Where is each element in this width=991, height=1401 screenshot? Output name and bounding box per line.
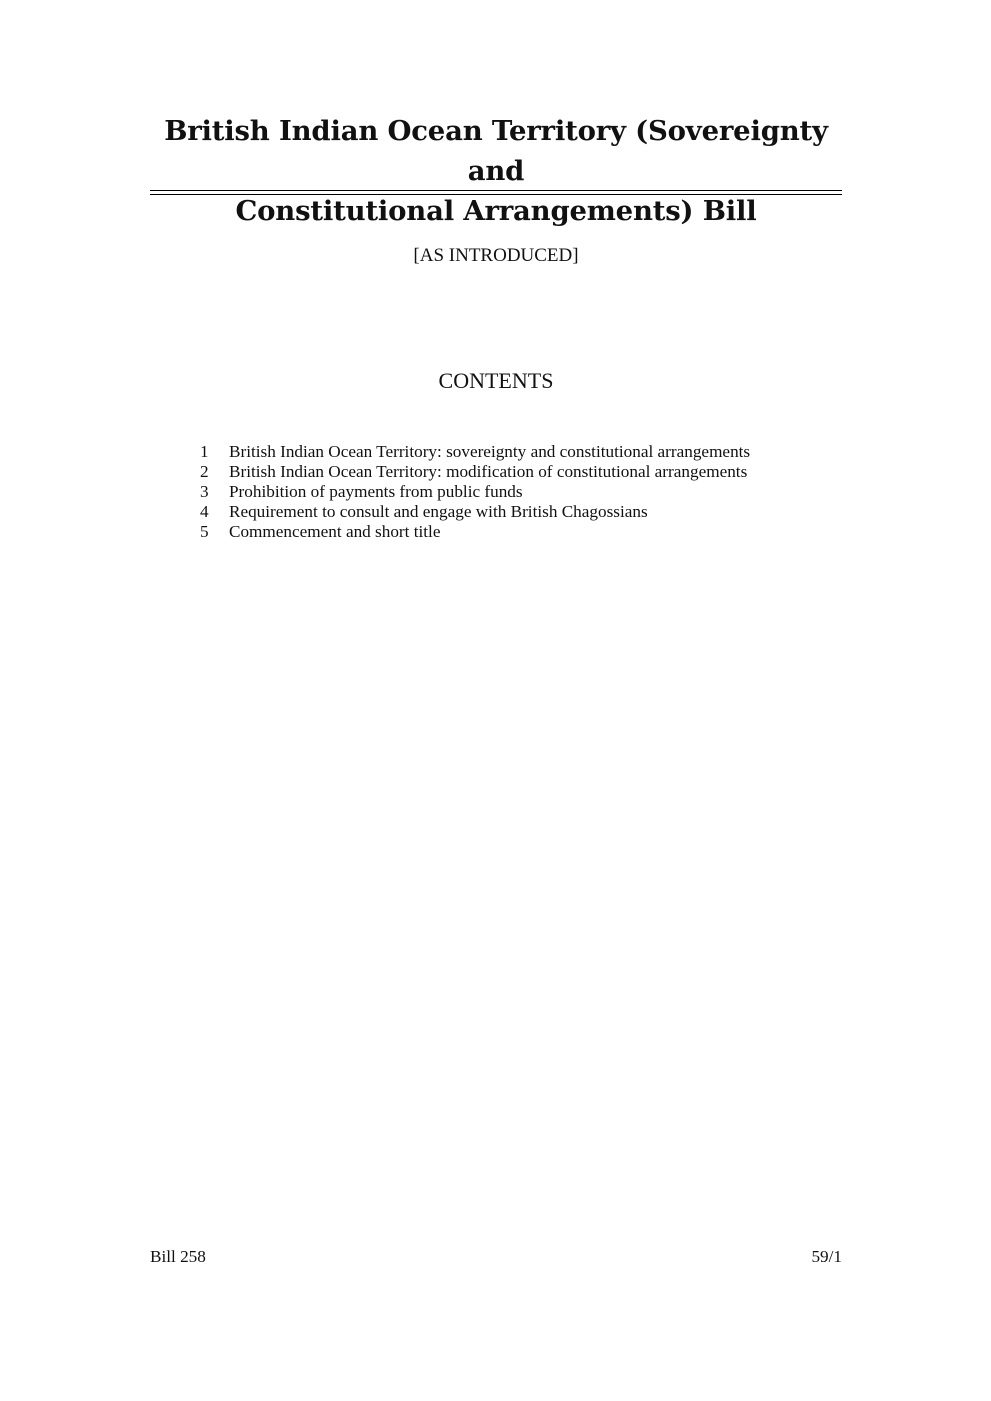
contents-item-title: Prohibition of payments from public funds (229, 482, 523, 501)
bill-title (150, 111, 842, 231)
contents-item-number: 3 (200, 482, 209, 501)
contents-item[interactable] (195, 522, 750, 542)
contents-heading: CONTENTS (438, 368, 554, 393)
contents-item-number: 4 (200, 502, 209, 521)
contents-item-title: Requirement to consult and engage with British Chagossians (229, 502, 648, 521)
bill-title-line-1: British Indian Ocean Territory (Sovereignty and (164, 115, 828, 187)
title-rule-top (150, 190, 842, 191)
contents-item[interactable] (195, 462, 750, 482)
contents-item[interactable] (195, 502, 750, 522)
contents-item[interactable] (195, 482, 750, 502)
bill-number: Bill 258 (150, 1247, 206, 1266)
contents-item-number: 1 (200, 442, 209, 461)
contents-item-title: British Indian Ocean Territory: modification of constitutional arrangements (229, 462, 748, 481)
contents-item[interactable] (195, 442, 750, 462)
print-reference: 59/1 (811, 1247, 842, 1266)
contents-item-title: Commencement and short title (229, 522, 441, 541)
title-rule-bottom (150, 194, 842, 195)
contents-item-number: 2 (200, 462, 209, 481)
contents-item-title: British Indian Ocean Territory: sovereignty and constitutional arrangements (229, 442, 751, 461)
bill-status: [AS INTRODUCED] (413, 245, 579, 266)
bill-title-line-2: Constitutional Arrangements) Bill (235, 195, 757, 227)
contents-item-number: 5 (200, 522, 209, 541)
contents-list (195, 442, 750, 542)
